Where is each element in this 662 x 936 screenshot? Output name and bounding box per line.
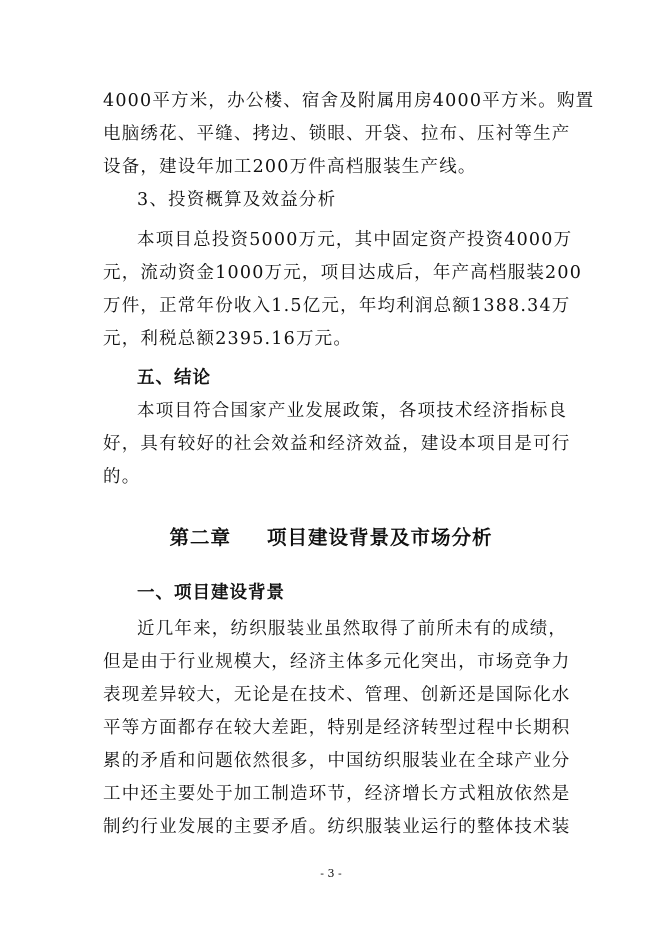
- chapter-title: [0, 525, 662, 551]
- body-line: 好，具有较好的社会效益和经济效益，建设本项目是可行: [103, 434, 571, 454]
- section-heading: 一、项目建设背景: [137, 583, 285, 603]
- body-line: 制约行业发展的主要矛盾。纺织服装业运行的整体技术装: [103, 817, 571, 837]
- body-line: 的。: [103, 467, 141, 487]
- body-line: 但是由于行业规模大，经济主体多元化突出，市场竞争力: [103, 652, 571, 672]
- body-line: 平等方面都存在较大差距，特别是经济转型过程中长期积: [103, 718, 571, 738]
- body-line: 万件，正常年份收入1.5亿元，年均利润总额1388.34万: [103, 296, 571, 316]
- page-number: - 3 -: [320, 867, 342, 880]
- body-line: 元，流动资金1000万元，项目达成后，年产高档服装200: [103, 263, 583, 283]
- body-line: 4000平方米，办公楼、宿舍及附属用房4000平方米。购置: [103, 91, 595, 111]
- body-line: 本项目符合国家产业发展政策，各项技术经济指标良: [137, 401, 568, 421]
- body-line: 元，利税总额2395.16万元。: [103, 329, 353, 349]
- body-line: 近几年来，纺织服装业虽然取得了前所未有的成绩，: [137, 619, 568, 639]
- body-line: 本项目总投资5000万元，其中固定资产投资4000万: [137, 230, 573, 250]
- section-heading: 五、结论: [137, 368, 211, 388]
- chapter-number: 第二章: [169, 526, 231, 549]
- body-line: 设备，建设年加工200万件高档服装生产线。: [103, 157, 477, 177]
- body-line: 电脑绣花、平缝、拷边、锁眼、开袋、拉布、压衬等生产: [103, 124, 571, 144]
- chapter-name: 项目建设背景及市场分析: [267, 526, 493, 549]
- subsection-heading: 3、投资概算及效益分析: [137, 190, 337, 210]
- body-line: 工中还主要处于加工制造环节，经济增长方式粗放依然是: [103, 784, 571, 804]
- body-line: 表现差异较大，无论是在技术、管理、创新还是国际化水: [103, 685, 571, 705]
- body-line: 累的矛盾和问题依然很多，中国纺织服装业在全球产业分: [103, 751, 571, 771]
